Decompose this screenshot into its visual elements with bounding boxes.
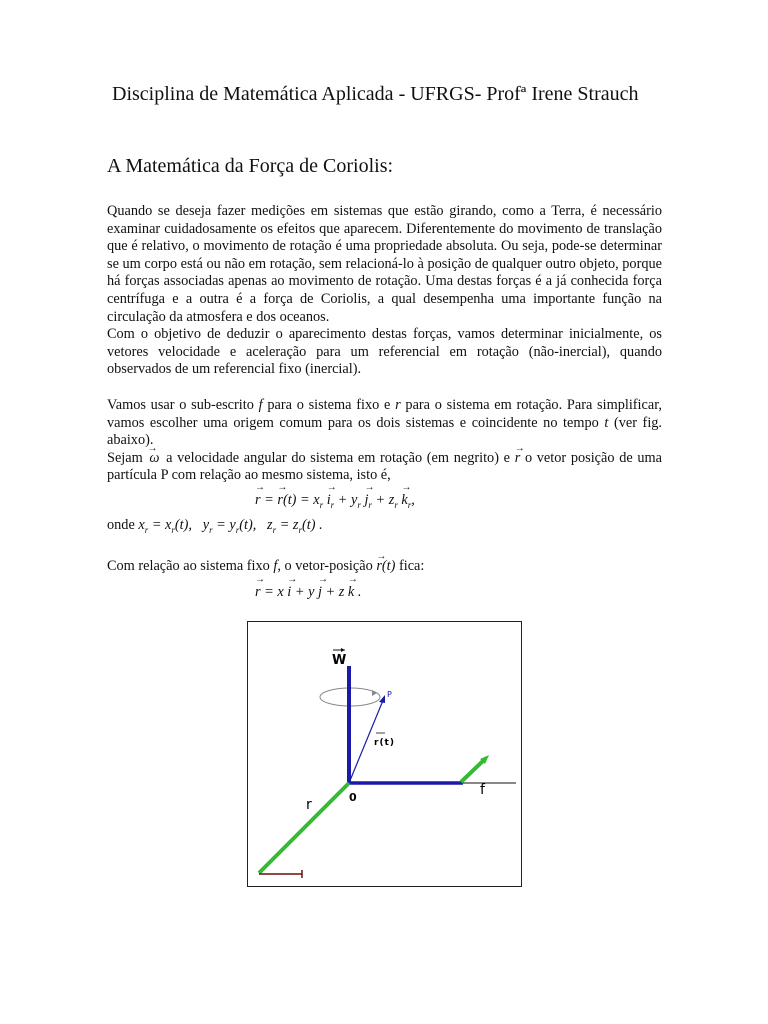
equation-r-rotating: → r = → $r(t) = x_r \to i_r + y_r \to j_r + z_r \to k_r$, (255, 492, 415, 510)
text-segment: , o vetor-posição (277, 558, 377, 574)
paragraph-intro (107, 203, 662, 379)
text-segment: (ver fig. abaixo). (107, 414, 663, 449)
r-vector-icon: → r (515, 450, 521, 468)
green-small-arrow (461, 759, 485, 782)
point-p-label: P (387, 690, 392, 699)
text-segment: o vetor posição de uma partícula P com relação ao mesmo sistema, isto é, (107, 449, 663, 484)
text-segment: a velocidade angular do sistema em rotação (em negrito) e (161, 449, 515, 466)
text-segment: fica: (395, 558, 425, 574)
w-label: W (332, 653, 347, 668)
figure-svg (248, 622, 523, 888)
document-header: Disciplina de Matemática Aplicada - UFRGS- Profª Irene Strauch (112, 83, 639, 105)
symbol-t: t (604, 414, 609, 431)
text-segment: Com relação ao sistema fixo (107, 558, 274, 574)
r-label: r (306, 797, 312, 813)
text-segment: para o sistema em rotação. Para simplificar, vamos escolher uma origem comum para os dois sistemas e coincidente no tempo (107, 397, 662, 431)
coriolis-figure (247, 621, 522, 887)
origin-label: 0 (349, 791, 357, 804)
text-segment: Sejam (107, 449, 148, 466)
onde-label: onde (107, 517, 135, 533)
rt-label: r(t) (374, 738, 395, 748)
paragraph-intro-text-1: Quando se deseja fazer medições em sistemas que estão girando, como a Terra, é necessário examinar cuidadosamente os efeitos que aparecem. Diferentemente do movimento de translação que é relativo, o movimento de rotação é uma propriedade absoluta. Ou seja, pode-se determinar se um corpo está ou não em rotação, sem relacioná-lo à posição de qualquer outro objeto, porque há forças associadas apenas ao movimento de rotação. Uma destas forças é a já conhecida força centrífuga e a outra é a força de Coriolis, a qual desempenha uma importante função na circulação da atmosfera e dos oceanos. (107, 203, 662, 325)
text-segment: Vamos usar o sub-escrito (107, 397, 259, 413)
text-segment: para o sistema fixo e (262, 397, 396, 413)
symbol-f: f (258, 397, 263, 413)
paragraph-fixed: Com relação ao sistema fixo f, o vetor-posição → r(t) fica: (107, 558, 662, 576)
section-title: A Matemática da Força de Coriolis: (107, 155, 394, 177)
rotation-arrow-head (372, 690, 377, 696)
f-label: f (480, 782, 485, 798)
symbol-r: r (395, 397, 401, 413)
equation-components: onde $x_r = x_r(t)$, $y_r = y_r(t)$, $z_r = z_r(t)$ . (107, 517, 323, 535)
omega-vector-icon: → ω (147, 450, 161, 468)
diagonal-axis (259, 783, 349, 873)
w-arrow-head (341, 648, 345, 652)
paragraph-intro-text-2: Com o objetivo de deduzir o aparecimento destas forças, vamos determinar inicialmente, os vetores velocidade e aceleração para um referencial em rotação (não-inercial), quando observados de um referencial fixo (inercial). (107, 326, 662, 378)
symbol-f: f (273, 558, 278, 574)
equation-r-fixed: → r = x → i + y → j + z → k . (255, 584, 361, 601)
paragraph-systems (107, 397, 662, 485)
